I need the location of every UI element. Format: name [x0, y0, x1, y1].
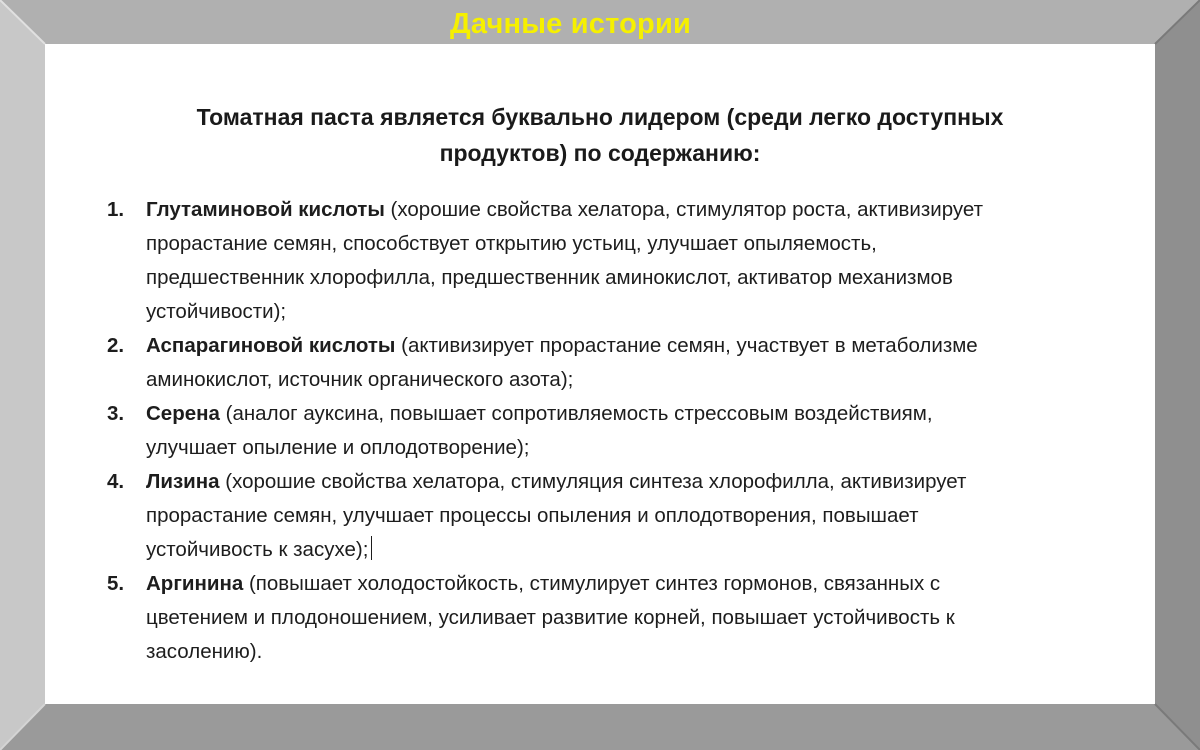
list-number: 3. [107, 402, 125, 425]
list-item-line: аминокислот, источник органического азота); [146, 368, 574, 391]
site-brand-title: Дачные истории [450, 8, 692, 40]
list-item-glutamic-acid [107, 193, 1107, 329]
list-item-line: прорастание семян, улучшает процессы опыления и оплодотворения, повышает [146, 504, 919, 527]
list-item-line: улучшает опыление и оплодотворение); [146, 436, 530, 459]
list-text: (хорошие свойства хелатора, стимуляция синтеза хлорофилла, активизирует [219, 470, 967, 493]
list-item-line [146, 397, 1107, 431]
list-item-lysine [107, 465, 1107, 567]
list-text: (активизирует прорастание семян, участвует в метаболизме [395, 334, 978, 357]
list-item-line [146, 465, 1107, 499]
document-page [45, 44, 1155, 704]
list-item-line [146, 193, 1107, 227]
list-item-line: устойчивости); [146, 300, 287, 323]
list-text: (повышает холодостойкость, стимулирует синтез гормонов, связанных с [243, 572, 941, 595]
list-number: 1. [107, 198, 125, 221]
list-item-line [146, 533, 1107, 567]
text-cursor [371, 536, 372, 560]
document-title-line-1: Томатная паста является буквально лидером (среди легко доступных [196, 104, 1004, 130]
list-item-arginine [107, 567, 1107, 669]
list-term: Аспарагиновой кислоты [146, 334, 396, 357]
list-text: (хорошие свойства хелатора, стимулятор роста, активизирует [384, 198, 984, 221]
list-number: 2. [107, 334, 125, 357]
nutrient-list [107, 193, 1107, 669]
list-term: Лизина [146, 470, 220, 493]
list-term: Глутаминовой кислоты [146, 198, 385, 221]
list-item-aspartic-acid [107, 329, 1107, 397]
list-text: (аналог ауксина, повышает сопротивляемость стрессовым воздействиям, [219, 402, 933, 425]
list-item-serine [107, 397, 1107, 465]
list-item-line: предшественник хлорофилла, предшественник аминокислот, активатор механизмов [146, 266, 953, 289]
document-title-line-2: продуктов) по содержанию: [439, 140, 761, 166]
list-number: 5. [107, 572, 125, 595]
list-item-line: цветением и плодоношением, усиливает развитие корней, повышает устойчивость к [146, 606, 955, 629]
list-item-line [146, 567, 1107, 601]
list-term: Аргинина [146, 572, 244, 595]
list-term: Серена [146, 402, 220, 425]
document-title [45, 99, 1155, 171]
list-item-line: засолению). [146, 640, 263, 663]
list-item-line [146, 329, 1107, 363]
list-text: устойчивость к засухе); [146, 538, 369, 561]
list-item-line: прорастание семян, способствует открытию устьиц, улучшает опыляемость, [146, 232, 877, 255]
list-number: 4. [107, 470, 125, 493]
